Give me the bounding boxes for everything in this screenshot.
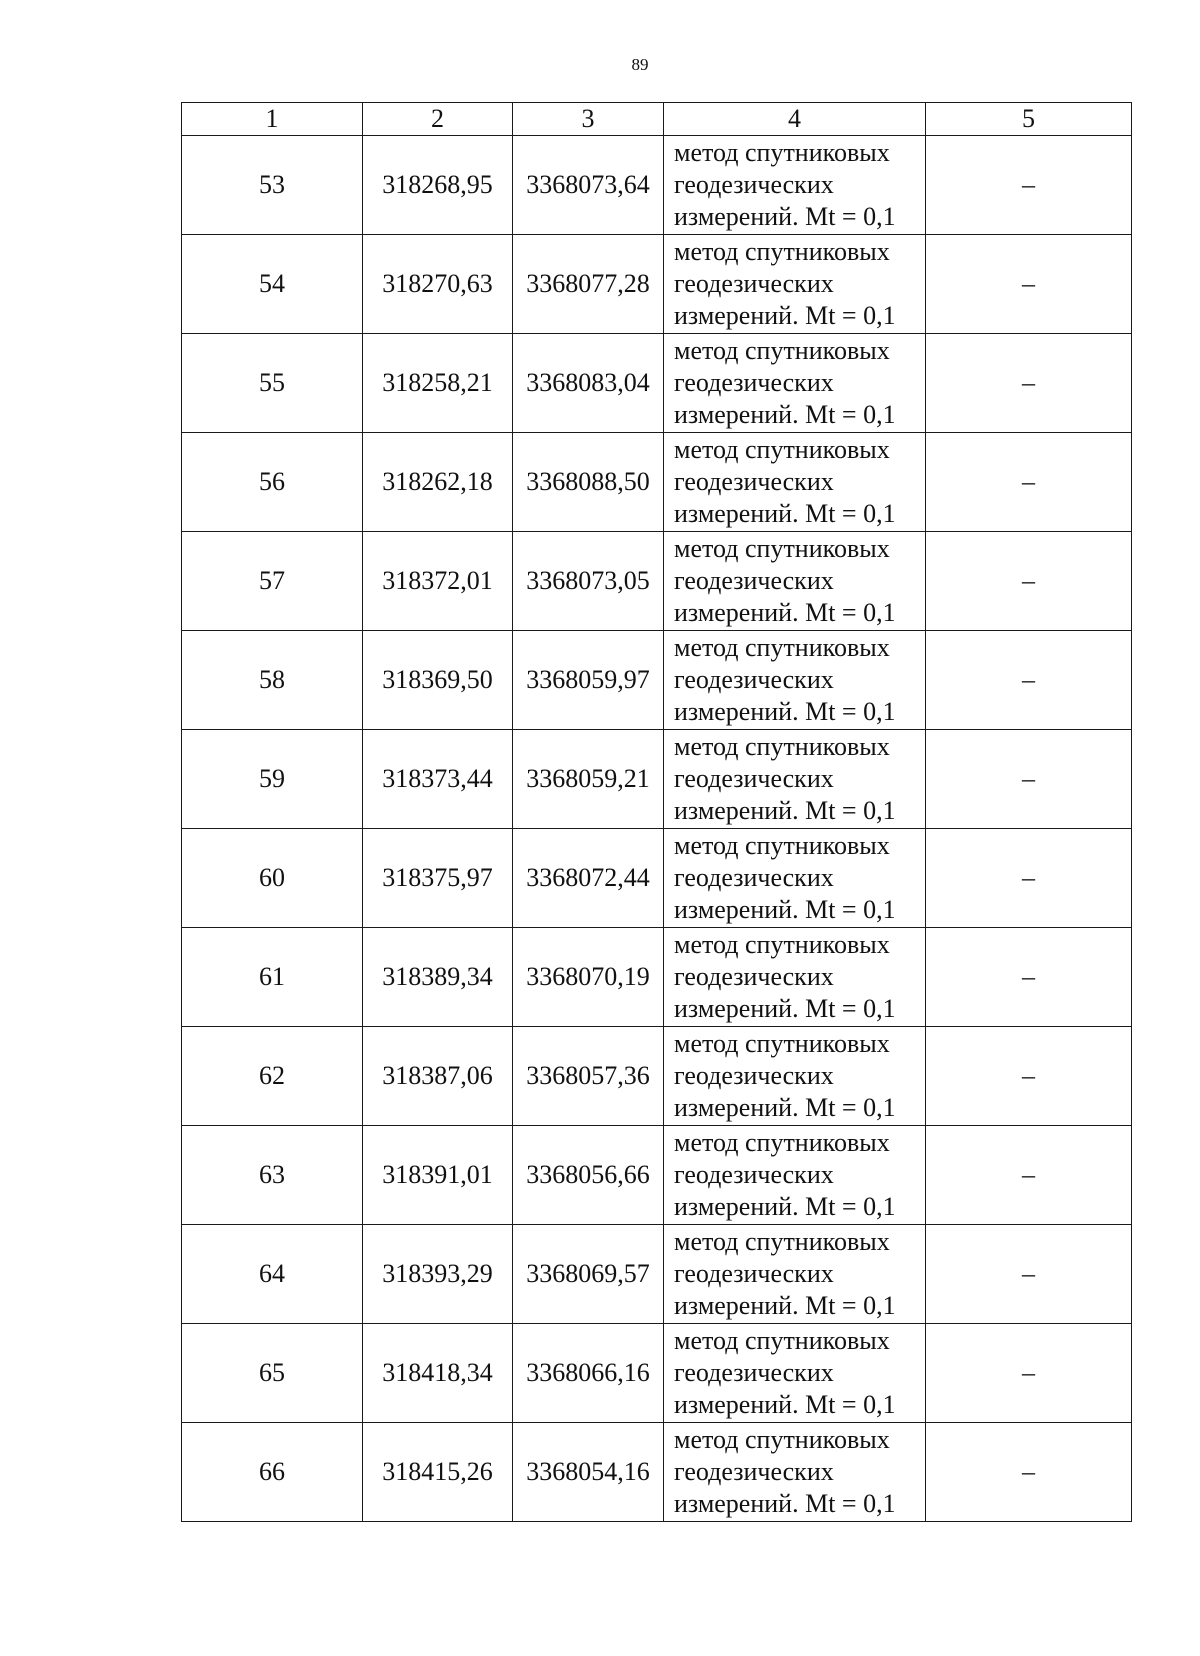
table-row — [182, 1126, 1132, 1225]
method-cell — [664, 730, 926, 829]
method-line: измерений. Mt = 0,1 — [674, 1093, 896, 1122]
method-line: метод спутниковых — [674, 633, 890, 662]
table-row — [182, 433, 1132, 532]
method-line: метод спутниковых — [674, 1128, 890, 1157]
header-col-1: 1 — [182, 103, 363, 136]
y-coordinate-cell: 3368072,44 — [513, 829, 664, 928]
method-line: метод спутниковых — [674, 732, 890, 761]
method-cell — [664, 1225, 926, 1324]
method-line: геодезических — [674, 1259, 834, 1288]
method-cell — [664, 433, 926, 532]
table-row — [182, 1423, 1132, 1522]
y-coordinate-cell: 3368054,16 — [513, 1423, 664, 1522]
x-coordinate-cell: 318372,01 — [363, 532, 513, 631]
point-number-cell: 54 — [182, 235, 363, 334]
y-coordinate-cell: 3368073,64 — [513, 136, 664, 235]
note-cell: – — [926, 1027, 1132, 1126]
method-line: метод спутниковых — [674, 336, 890, 365]
x-coordinate-cell: 318375,97 — [363, 829, 513, 928]
note-cell: – — [926, 730, 1132, 829]
y-coordinate-cell: 3368066,16 — [513, 1324, 664, 1423]
method-cell — [664, 1324, 926, 1423]
method-line: метод спутниковых — [674, 831, 890, 860]
note-cell: – — [926, 1423, 1132, 1522]
method-line: измерений. Mt = 0,1 — [674, 895, 896, 924]
table-row — [182, 1027, 1132, 1126]
x-coordinate-cell: 318391,01 — [363, 1126, 513, 1225]
point-number-cell: 58 — [182, 631, 363, 730]
method-cell — [664, 829, 926, 928]
method-line: геодезических — [674, 269, 834, 298]
method-line: измерений. Mt = 0,1 — [674, 1489, 896, 1518]
x-coordinate-cell: 318393,29 — [363, 1225, 513, 1324]
note-cell: – — [926, 136, 1132, 235]
method-cell — [664, 235, 926, 334]
y-coordinate-cell: 3368070,19 — [513, 928, 664, 1027]
method-line: измерений. Mt = 0,1 — [674, 400, 896, 429]
method-line: измерений. Mt = 0,1 — [674, 994, 896, 1023]
header-col-5: 5 — [926, 103, 1132, 136]
point-number-cell: 61 — [182, 928, 363, 1027]
header-col-4: 4 — [664, 103, 926, 136]
y-coordinate-cell: 3368088,50 — [513, 433, 664, 532]
note-cell: – — [926, 235, 1132, 334]
method-line: измерений. Mt = 0,1 — [674, 1291, 896, 1320]
point-number-cell: 62 — [182, 1027, 363, 1126]
table-row — [182, 730, 1132, 829]
table-row — [182, 136, 1132, 235]
table-row — [182, 334, 1132, 433]
header-row — [182, 103, 1132, 136]
method-line: измерений. Mt = 0,1 — [674, 697, 896, 726]
point-number-cell: 59 — [182, 730, 363, 829]
method-line: геодезических — [674, 665, 834, 694]
point-number-cell: 64 — [182, 1225, 363, 1324]
header-col-3: 3 — [513, 103, 664, 136]
method-line: геодезических — [674, 170, 834, 199]
method-line: геодезических — [674, 368, 834, 397]
x-coordinate-cell: 318268,95 — [363, 136, 513, 235]
method-line: метод спутниковых — [674, 435, 890, 464]
method-line: геодезических — [674, 863, 834, 892]
table-row — [182, 631, 1132, 730]
method-line: геодезических — [674, 962, 834, 991]
x-coordinate-cell: 318415,26 — [363, 1423, 513, 1522]
y-coordinate-cell: 3368069,57 — [513, 1225, 664, 1324]
note-cell: – — [926, 928, 1132, 1027]
x-coordinate-cell: 318387,06 — [363, 1027, 513, 1126]
point-number-cell: 63 — [182, 1126, 363, 1225]
note-cell: – — [926, 1225, 1132, 1324]
note-cell: – — [926, 1324, 1132, 1423]
y-coordinate-cell: 3368056,66 — [513, 1126, 664, 1225]
method-cell — [664, 928, 926, 1027]
method-line: геодезических — [674, 1160, 834, 1189]
table-row — [182, 235, 1132, 334]
note-cell: – — [926, 1126, 1132, 1225]
x-coordinate-cell: 318258,21 — [363, 334, 513, 433]
note-cell: – — [926, 433, 1132, 532]
x-coordinate-cell: 318262,18 — [363, 433, 513, 532]
x-coordinate-cell: 318270,63 — [363, 235, 513, 334]
method-line: метод спутниковых — [674, 930, 890, 959]
method-line: измерений. Mt = 0,1 — [674, 598, 896, 627]
table-row — [182, 532, 1132, 631]
method-line: метод спутниковых — [674, 534, 890, 563]
method-line: измерений. Mt = 0,1 — [674, 1192, 896, 1221]
method-line: измерений. Mt = 0,1 — [674, 1390, 896, 1419]
method-line: измерений. Mt = 0,1 — [674, 499, 896, 528]
y-coordinate-cell: 3368083,04 — [513, 334, 664, 433]
x-coordinate-cell: 318389,34 — [363, 928, 513, 1027]
method-line: метод спутниковых — [674, 1326, 890, 1355]
method-line: метод спутниковых — [674, 1029, 890, 1058]
table-row — [182, 829, 1132, 928]
y-coordinate-cell: 3368059,21 — [513, 730, 664, 829]
y-coordinate-cell: 3368077,28 — [513, 235, 664, 334]
x-coordinate-cell: 318418,34 — [363, 1324, 513, 1423]
y-coordinate-cell: 3368057,36 — [513, 1027, 664, 1126]
y-coordinate-cell: 3368059,97 — [513, 631, 664, 730]
point-number-cell: 53 — [182, 136, 363, 235]
method-line: измерений. Mt = 0,1 — [674, 301, 896, 330]
x-coordinate-cell: 318373,44 — [363, 730, 513, 829]
point-number-cell: 60 — [182, 829, 363, 928]
note-cell: – — [926, 334, 1132, 433]
point-number-cell: 66 — [182, 1423, 363, 1522]
y-coordinate-cell: 3368073,05 — [513, 532, 664, 631]
method-line: геодезических — [674, 467, 834, 496]
method-cell — [664, 1027, 926, 1126]
method-line: измерений. Mt = 0,1 — [674, 796, 896, 825]
method-line: метод спутниковых — [674, 1425, 890, 1454]
method-line: измерений. Mt = 0,1 — [674, 202, 896, 231]
method-cell — [664, 1423, 926, 1522]
method-line: геодезических — [674, 1061, 834, 1090]
method-cell — [664, 136, 926, 235]
note-cell: – — [926, 631, 1132, 730]
method-line: геодезических — [674, 566, 834, 595]
method-cell — [664, 631, 926, 730]
point-number-cell: 55 — [182, 334, 363, 433]
method-cell — [664, 1126, 926, 1225]
coordinates-table — [181, 102, 1132, 1522]
table-row — [182, 1225, 1132, 1324]
method-line: метод спутниковых — [674, 237, 890, 266]
method-line: геодезических — [674, 764, 834, 793]
x-coordinate-cell: 318369,50 — [363, 631, 513, 730]
table-header — [182, 103, 1132, 136]
table-row — [182, 1324, 1132, 1423]
point-number-cell: 57 — [182, 532, 363, 631]
table-row — [182, 928, 1132, 1027]
note-cell: – — [926, 829, 1132, 928]
page-number: 89 — [631, 55, 649, 74]
method-line: геодезических — [674, 1358, 834, 1387]
method-line: метод спутниковых — [674, 1227, 890, 1256]
method-line: метод спутниковых — [674, 138, 890, 167]
point-number-cell: 65 — [182, 1324, 363, 1423]
method-cell — [664, 532, 926, 631]
table-body — [182, 136, 1132, 1522]
method-cell — [664, 334, 926, 433]
note-cell: – — [926, 532, 1132, 631]
method-line: геодезических — [674, 1457, 834, 1486]
point-number-cell: 56 — [182, 433, 363, 532]
header-col-2: 2 — [363, 103, 513, 136]
